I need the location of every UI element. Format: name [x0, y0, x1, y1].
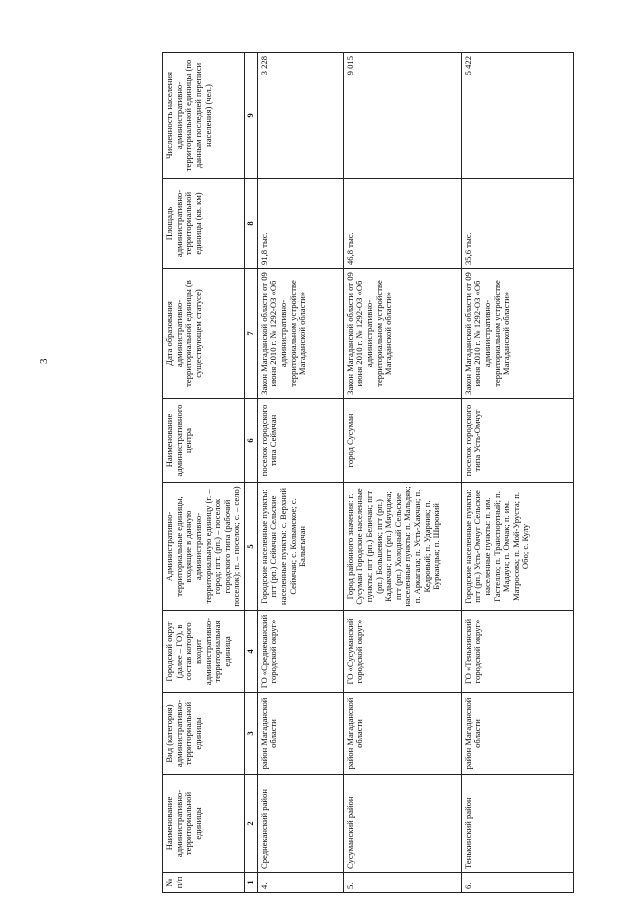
row-kind: район Магаданской области	[343, 693, 461, 775]
row-date: Закон Магаданской области от 09 июня 2010 г. № 1292-ОЗ «Об административно-территориальном устройстве Магаданской области»	[257, 269, 343, 399]
row-population: 5 422	[461, 53, 573, 179]
index-row	[245, 53, 258, 893]
admin-units-table	[162, 52, 574, 893]
index-cell: 5	[245, 483, 258, 611]
row-name: Сусуманский район	[343, 775, 461, 873]
header-row	[163, 53, 245, 893]
row-units: Город районного значения: г. Сусуман Городские населенные пункты: пгт (рп.) Беличан; пгт (рп.) Большевик; пгт (рп.) Кадыкчан; пгт (рп.) Мяунджа; пгт (рп.) Холодный Сельские населенные пункты: п. Мальдяк; п. Аркагала; п. Усть-Хакчан; п. Кедровый; п. Ударник; п. Буркандья; п. Широкий	[343, 483, 461, 611]
row-center: город Сусуман	[343, 399, 461, 483]
index-cell: 1	[245, 873, 258, 893]
header-center: Наименование административного центра	[163, 399, 245, 483]
header-units: Административно-территориальные единицы, входящие в данную административно-территориальную единицу (г. – город; пгт. (рп.) – поселок городского типа (рабочий поселок); п. – поселок; с. – село)	[163, 483, 245, 611]
page-number: 3	[38, 358, 50, 364]
row-kind: район Магаданской области	[461, 693, 573, 775]
row-area: 91,8 тыс.	[257, 179, 343, 269]
row-name: Среднеканский район	[257, 775, 343, 873]
header-population: Численность населения административно-территориальной единицы (по данным последней переписи населения) (чел.)	[163, 53, 245, 179]
row-center: поселок городского типа Усть-Омчуг	[461, 399, 573, 483]
rotated-table-page	[162, 53, 562, 893]
row-units: Городские населенные пункты: пгт (рп.) Сеймчан Сельские населенные пункты: с. Верхний Сеймчан; с. Колымское; с. Балыгычан	[257, 483, 343, 611]
table-row	[257, 53, 343, 893]
index-cell: 3	[245, 693, 258, 775]
index-cell: 6	[245, 399, 258, 483]
row-population: 9 015	[343, 53, 461, 179]
row-kind: район Магаданской области	[257, 693, 343, 775]
header-go: Городской округ (далее – ГО), в состав которого входит административно-территориальная единица	[163, 611, 245, 693]
row-num: 6.	[461, 873, 573, 893]
row-date: Закон Магаданской области от 09 июня 2010 г. № 1292-ОЗ «Об административно-территориальном устройстве Магаданской области»	[461, 269, 573, 399]
row-name: Тенькинский район	[461, 775, 573, 873]
row-go: ГО «Сусуманский городской округ»	[343, 611, 461, 693]
index-cell: 4	[245, 611, 258, 693]
row-go: ГО «Среднеканский городской округ»	[257, 611, 343, 693]
index-cell: 8	[245, 179, 258, 269]
row-population: 3 228	[257, 53, 343, 179]
row-units: Городские населенные пункты: пгт (рп.) Усть-Омчуг Сельские населенные пункты: п. им. Гастелло; п. Транспортный; п. Мадаун; п. Омчак; п. им. Матросова; п. Мой-Уруста; п. Обо; с. Кулу	[461, 483, 573, 611]
row-area: 35,6 тыс.	[461, 179, 573, 269]
header-num: № п/п	[163, 873, 245, 893]
table-row	[461, 53, 573, 893]
index-cell: 9	[245, 53, 258, 179]
table-row	[343, 53, 461, 893]
header-kind: Вид (категория) административно-территориальной единицы	[163, 693, 245, 775]
row-center: поселок городского типа Сеймчан	[257, 399, 343, 483]
row-num: 5.	[343, 873, 461, 893]
header-area: Площадь административно-территориальной единицы (кв. км)	[163, 179, 245, 269]
index-cell: 7	[245, 269, 258, 399]
header-date: Дата образования административно-территориальной единицы (в существующем статусе)	[163, 269, 245, 399]
index-cell: 2	[245, 775, 258, 873]
row-date: Закон Магаданской области от 09 июня 2010 г. № 1292-ОЗ «Об административно-территориальном устройстве Магаданской области»	[343, 269, 461, 399]
row-go: ГО «Тенькинский городской округ»	[461, 611, 573, 693]
header-name: Наименование административно-территориальной единицы	[163, 775, 245, 873]
row-area: 46,8 тыс.	[343, 179, 461, 269]
row-num: 4.	[257, 873, 343, 893]
